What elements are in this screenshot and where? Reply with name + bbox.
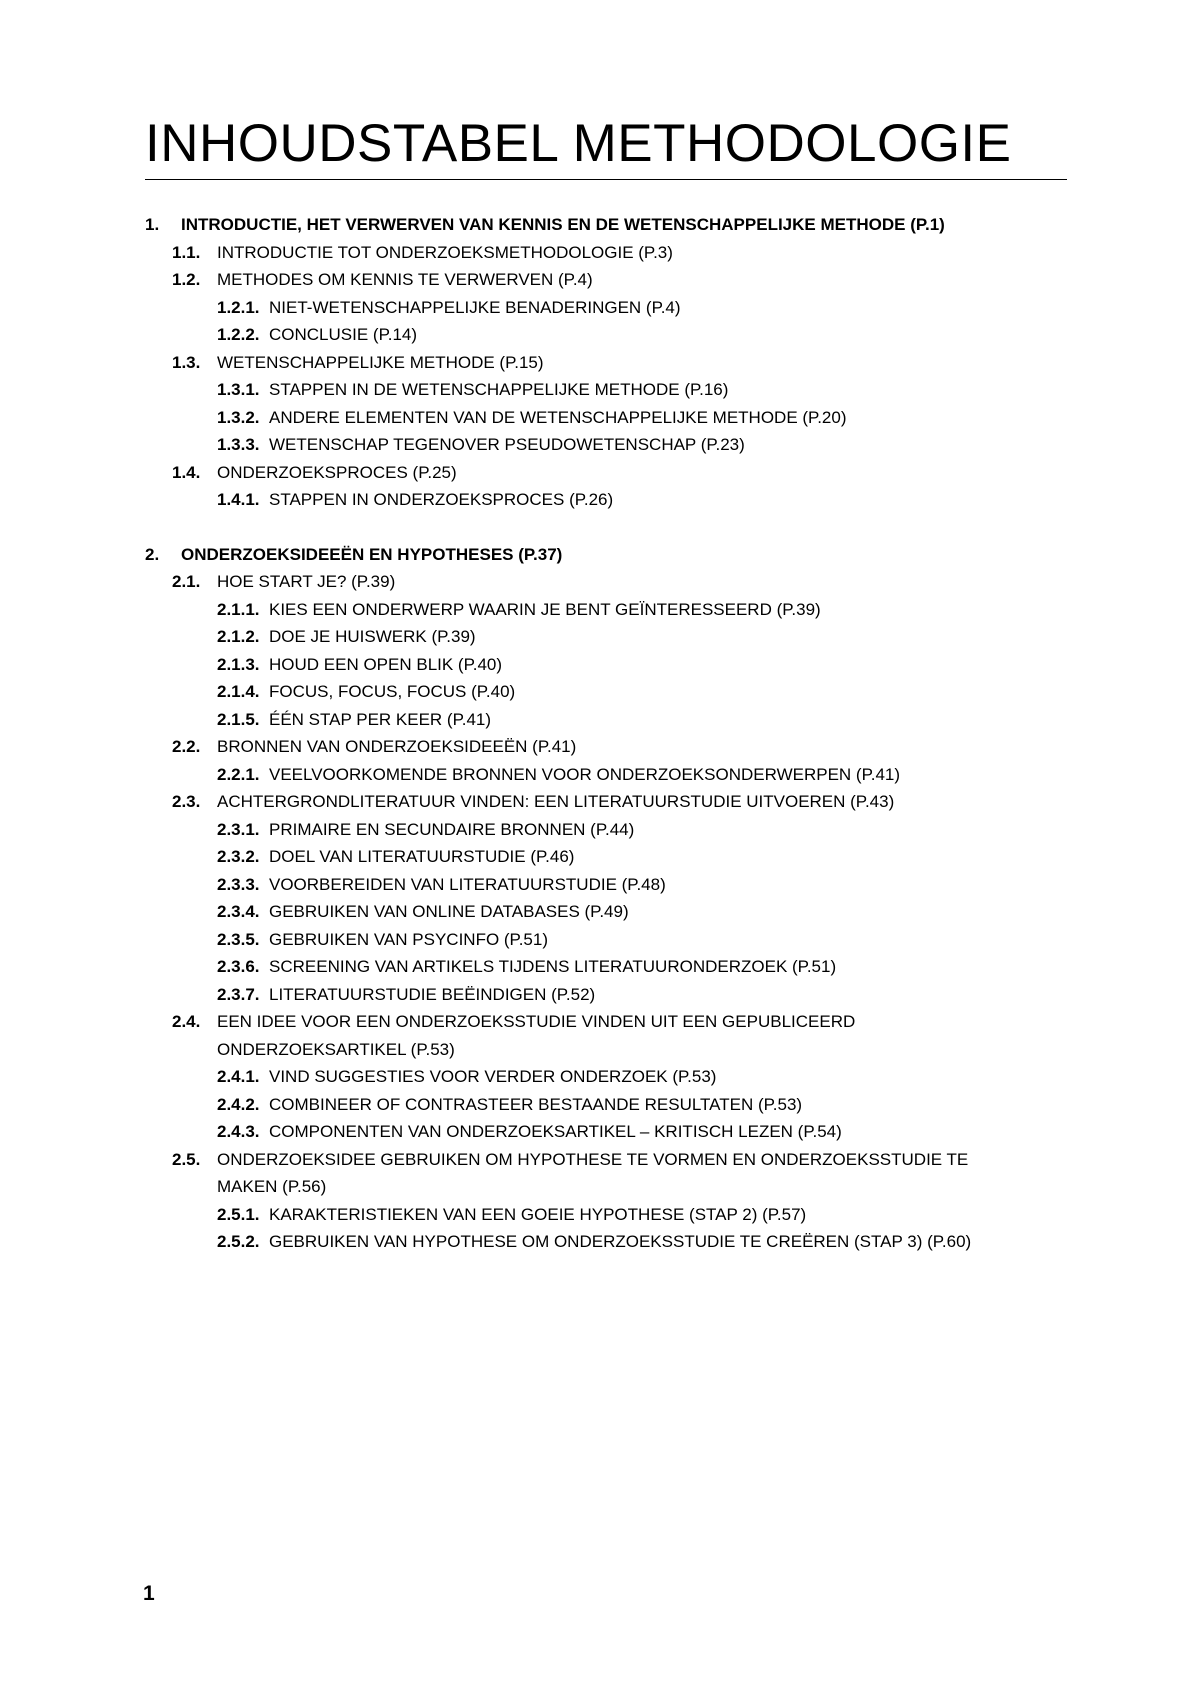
- toc-entry-title: VEELVOORKOMENDE BRONNEN VOOR ONDERZOEKSONDERWERPEN (P.41): [269, 764, 901, 784]
- toc-entry-number: 1.1.: [172, 242, 201, 262]
- toc-entry-1-3-2: [145, 404, 1065, 432]
- toc-entry-2-1: [145, 568, 1065, 596]
- toc-entry-number: 2.4.3.: [217, 1122, 260, 1141]
- toc-entry-2-4-3: [145, 1118, 1065, 1146]
- toc-entry-title: GEBRUIKEN VAN ONLINE DATABASES (P.49): [269, 902, 629, 921]
- toc-entry-number: 2.3.6.: [217, 957, 260, 976]
- title-divider: [145, 179, 1067, 180]
- toc-entry-2-3: [145, 788, 1065, 816]
- toc-entry-2-1-3: [145, 651, 1065, 679]
- toc-entry-2-3-1: [145, 816, 1065, 844]
- toc-entry-2-5-1: [145, 1201, 1065, 1229]
- toc-entry-title: DOEL VAN LITERATUURSTUDIE (P.46): [269, 847, 575, 866]
- toc-entry-2-4: [145, 1008, 1065, 1063]
- page-number: 1: [143, 1582, 155, 1605]
- toc-entry-title: EEN IDEE VOOR EEN ONDERZOEKSSTUDIE VINDEN UIT EEN GEPUBLICEERD ONDERZOEKSARTIKEL (P.53): [217, 1012, 856, 1059]
- toc-entry-number: 2.3.7.: [217, 984, 260, 1004]
- toc-entry-title: WETENSCHAPPELIJKE METHODE (P.15): [217, 352, 544, 372]
- toc-entry-title: FOCUS, FOCUS, FOCUS (P.40): [269, 682, 516, 701]
- toc-entry-number: 1.2.: [172, 270, 201, 289]
- toc-entry-2-5: [145, 1146, 1065, 1201]
- toc-entry-1-3: [145, 349, 1065, 377]
- toc-entry-2: [145, 541, 1065, 569]
- toc-entry-title: BRONNEN VAN ONDERZOEKSIDEEËN (P.41): [217, 737, 577, 756]
- toc-entry-number: 1.3.: [172, 352, 201, 372]
- toc-entry-number: 2.1.4.: [217, 682, 260, 701]
- toc-entry-2-4-1: [145, 1063, 1065, 1091]
- table-of-contents: [145, 211, 1065, 1256]
- toc-entry-number: 1.3.1.: [217, 380, 260, 399]
- toc-entry-number: 2.1.1.: [217, 599, 260, 619]
- toc-entry-title: STAPPEN IN DE WETENSCHAPPELIJKE METHODE (P.16): [269, 380, 729, 399]
- toc-entry-title: GEBRUIKEN VAN HYPOTHESE OM ONDERZOEKSSTUDIE TE CREËREN (STAP 3) (P.60): [269, 1232, 972, 1251]
- toc-entry-title: PRIMAIRE EN SECUNDAIRE BRONNEN (P.44): [269, 819, 635, 839]
- toc-entry-title: SCREENING VAN ARTIKELS TIJDENS LITERATUURONDERZOEK (P.51): [269, 957, 837, 976]
- toc-entry-1-2: [145, 266, 1065, 294]
- toc-entry-2-5-2: [145, 1228, 1065, 1256]
- toc-entry-title: NIET-WETENSCHAPPELIJKE BENADERINGEN (P.4): [269, 297, 681, 317]
- toc-entry-title: ONDERZOEKSIDEEËN EN HYPOTHESES (P.37): [181, 544, 563, 564]
- toc-entry-2-4-2: [145, 1091, 1065, 1119]
- toc-entry-title: KIES EEN ONDERWERP WAARIN JE BENT GEÏNTERESSEERD (P.39): [269, 599, 821, 619]
- toc-entry-1-3-1: [145, 376, 1065, 404]
- toc-entry-2-3-7: [145, 981, 1065, 1009]
- toc-entry-number: 1.4.1.: [217, 490, 260, 509]
- toc-entry-number: 1.: [145, 215, 160, 234]
- toc-entry-title: CONCLUSIE (P.14): [269, 325, 418, 344]
- toc-entry-number: 2.5.2.: [217, 1232, 260, 1251]
- toc-entry-title: INTRODUCTIE, HET VERWERVEN VAN KENNIS EN DE WETENSCHAPPELIJKE METHODE (P.1): [181, 215, 945, 234]
- toc-entry-2-2: [145, 733, 1065, 761]
- toc-entry-title: COMBINEER OF CONTRASTEER BESTAANDE RESULTATEN (P.53): [269, 1094, 803, 1114]
- toc-entry-title: HOUD EEN OPEN BLIK (P.40): [269, 654, 503, 674]
- toc-entry-title: ONDERZOEKSIDEE GEBRUIKEN OM HYPOTHESE TE VORMEN EN ONDERZOEKSSTUDIE TE MAKEN (P.56): [217, 1149, 969, 1196]
- toc-entry-1-4: [145, 459, 1065, 487]
- toc-entry-number: 1.4.: [172, 462, 201, 482]
- toc-entry-number: 2.3.5.: [217, 929, 260, 949]
- toc-entry-number: 2.5.: [172, 1149, 201, 1169]
- toc-entry-title: HOE START JE? (P.39): [217, 572, 396, 591]
- toc-entry-1-1: [145, 239, 1065, 267]
- toc-entry-2-2-1: [145, 761, 1065, 789]
- toc-entry-1-2-2: [145, 321, 1065, 349]
- toc-entry-number: 1.3.2.: [217, 407, 260, 427]
- toc-entry-1-4-1: [145, 486, 1065, 514]
- toc-entry-number: 1.2.1.: [217, 297, 260, 317]
- toc-entry-number: 2.2.: [172, 737, 201, 756]
- toc-entry-2-1-5: [145, 706, 1065, 734]
- toc-entry-title: ACHTERGRONDLITERATUUR VINDEN: EEN LITERATUURSTUDIE UITVOEREN (P.43): [217, 792, 895, 811]
- toc-entry-2-3-6: [145, 953, 1065, 981]
- toc-entry-2-1-2: [145, 623, 1065, 651]
- toc-entry-title: ANDERE ELEMENTEN VAN DE WETENSCHAPPELIJKE METHODE (P.20): [269, 407, 847, 427]
- toc-entry-title: STAPPEN IN ONDERZOEKSPROCES (P.26): [269, 490, 614, 509]
- toc-entry-number: 1.3.3.: [217, 435, 260, 454]
- toc-entry-title: ONDERZOEKSPROCES (P.25): [217, 462, 457, 482]
- toc-entry-title: KARAKTERISTIEKEN VAN EEN GOEIE HYPOTHESE (STAP 2) (P.57): [269, 1204, 807, 1224]
- toc-entry-2-1-1: [145, 596, 1065, 624]
- page-title: INHOUDSTABEL METHODOLOGIE: [145, 114, 1012, 173]
- toc-entry-title: ÉÉN STAP PER KEER (P.41): [269, 709, 492, 729]
- toc-entry-title: VIND SUGGESTIES VOOR VERDER ONDERZOEK (P.53): [269, 1067, 717, 1086]
- toc-entry-number: 2.4.2.: [217, 1094, 260, 1114]
- toc-entry-title: DOE JE HUISWERK (P.39): [269, 627, 476, 646]
- toc-entry-number: 2.3.3.: [217, 874, 260, 894]
- toc-entry-1-2-1: [145, 294, 1065, 322]
- toc-entry-title: METHODES OM KENNIS TE VERWERVEN (P.4): [217, 270, 593, 289]
- toc-entry-number: 2.4.: [172, 1012, 201, 1031]
- toc-entry-number: 2.2.1.: [217, 764, 260, 784]
- toc-entry-title: INTRODUCTIE TOT ONDERZOEKSMETHODOLOGIE (P.3): [217, 242, 673, 262]
- toc-entry-title: WETENSCHAP TEGENOVER PSEUDOWETENSCHAP (P.23): [269, 435, 745, 454]
- toc-entry-1-3-3: [145, 431, 1065, 459]
- toc-entry-number: 2.1.5.: [217, 709, 260, 729]
- toc-entry-number: 2.3.4.: [217, 902, 260, 921]
- toc-entry-1: [145, 211, 1065, 239]
- toc-entry-title: LITERATUURSTUDIE BEËINDIGEN (P.52): [269, 984, 596, 1004]
- toc-entry-number: 2.1.3.: [217, 654, 260, 674]
- toc-entry-number: 2.4.1.: [217, 1067, 260, 1086]
- toc-entry-2-3-2: [145, 843, 1065, 871]
- toc-entry-number: 2.3.: [172, 792, 201, 811]
- toc-entry-number: 2.3.2.: [217, 847, 260, 866]
- toc-entry-2-1-4: [145, 678, 1065, 706]
- toc-entry-number: 2.1.: [172, 572, 201, 591]
- toc-entry-number: 2.5.1.: [217, 1204, 260, 1224]
- toc-entry-2-3-3: [145, 871, 1065, 899]
- toc-entry-number: 2.3.1.: [217, 819, 260, 839]
- toc-entry-2-3-5: [145, 926, 1065, 954]
- toc-entry-2-3-4: [145, 898, 1065, 926]
- toc-entry-number: 2.1.2.: [217, 627, 260, 646]
- toc-entry-title: COMPONENTEN VAN ONDERZOEKSARTIKEL – KRITISCH LEZEN (P.54): [269, 1122, 842, 1141]
- toc-entry-title: VOORBEREIDEN VAN LITERATUURSTUDIE (P.48): [269, 874, 666, 894]
- toc-entry-title: GEBRUIKEN VAN PSYCINFO (P.51): [269, 929, 548, 949]
- toc-entry-number: 1.2.2.: [217, 325, 260, 344]
- toc-entry-number: 2.: [145, 544, 160, 564]
